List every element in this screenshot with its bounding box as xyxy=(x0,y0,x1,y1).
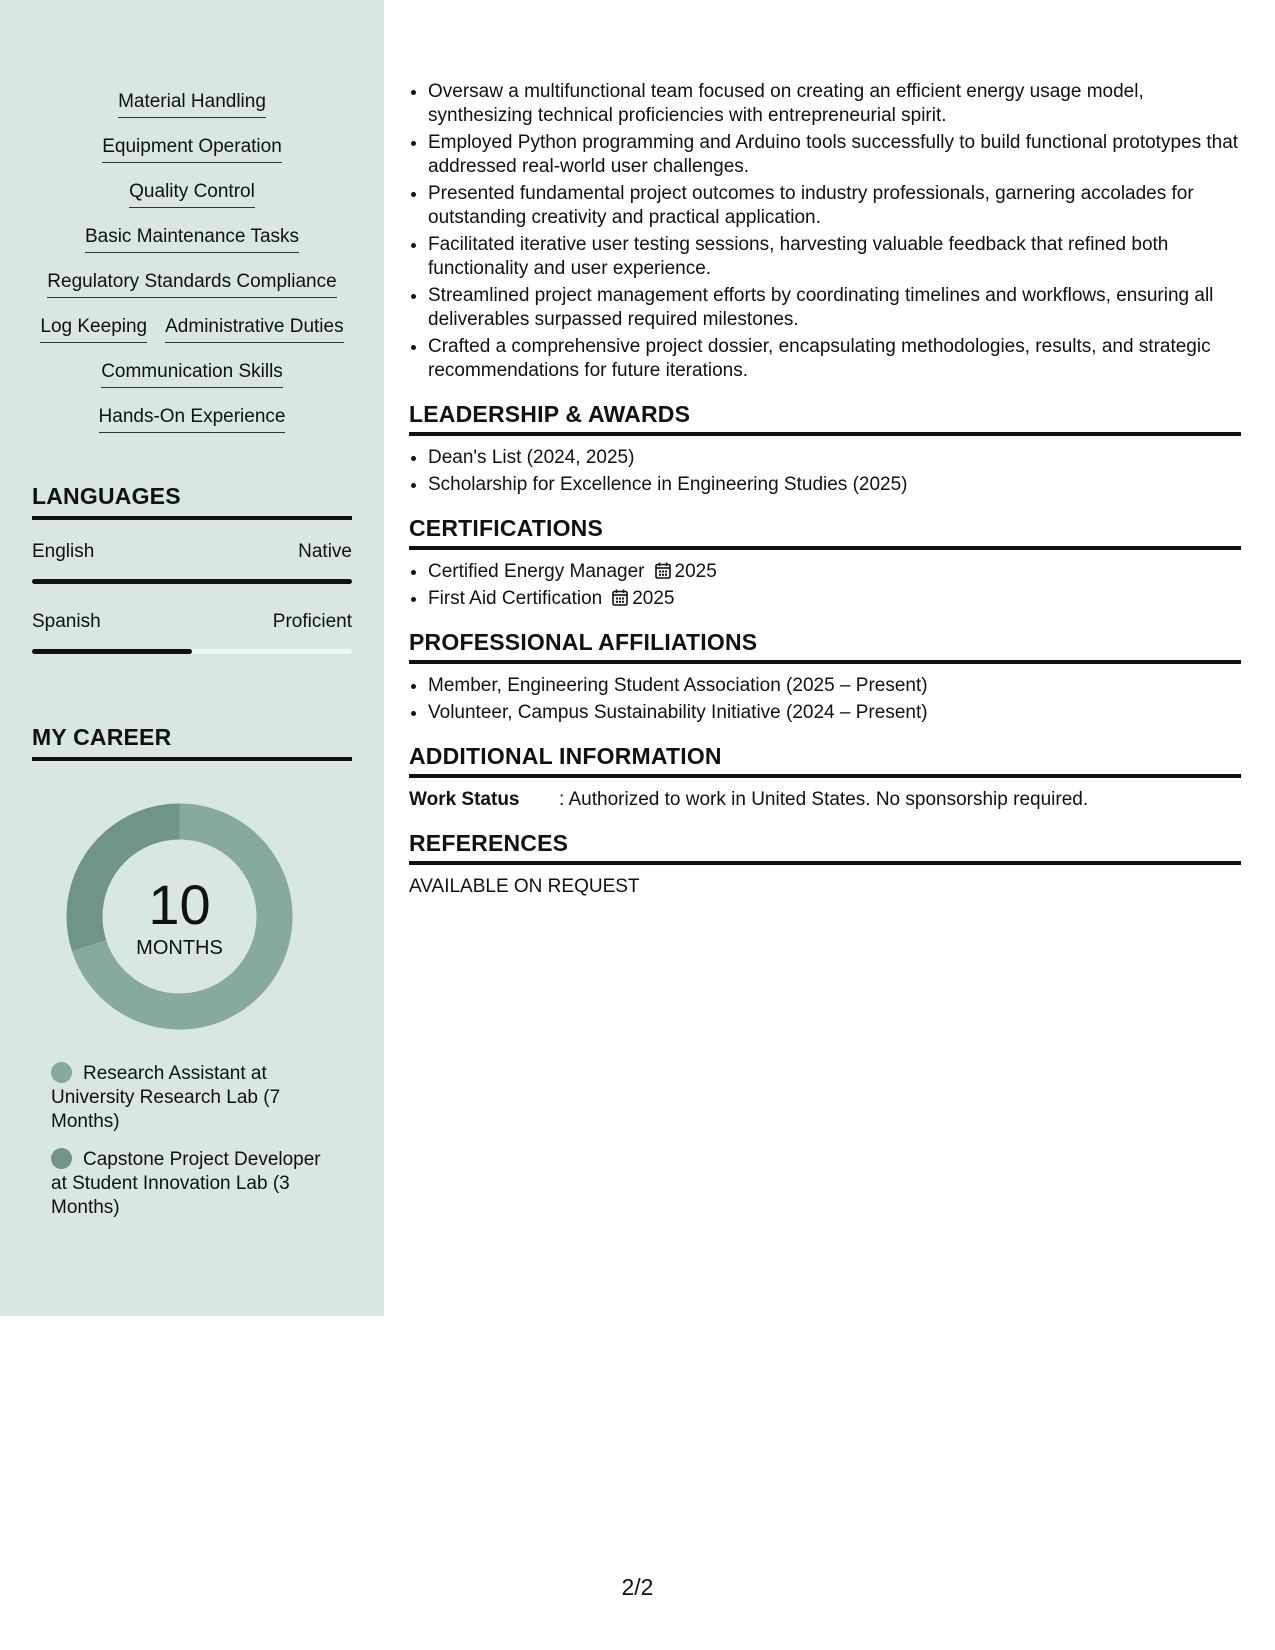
sidebar xyxy=(0,0,384,1316)
certification-year: 2025 xyxy=(632,588,675,609)
experience-bullet: • Streamlined project management efforts by coordinating timelines and workflows, ensuring all deliverables surpassed required milestones. xyxy=(428,284,1241,332)
certification-name: Certified Energy Manager xyxy=(428,561,645,582)
language-name: Spanish xyxy=(32,611,101,632)
skill-item: Basic Maintenance Tasks xyxy=(32,221,352,266)
work-status-value: : Authorized to work in United States. No sponsorship required. xyxy=(559,789,1089,810)
skills-list xyxy=(32,86,352,446)
experience-bullets xyxy=(409,80,1241,383)
skill-item: Equipment Operation xyxy=(32,131,352,176)
leadership-item: • Scholarship for Excellence in Engineering Studies (2025) xyxy=(428,473,1241,497)
affiliations-list xyxy=(409,674,1241,725)
leadership-item: • Dean's List (2024, 2025) xyxy=(428,446,1241,470)
career-heading: MY CAREER xyxy=(32,724,352,761)
experience-bullet: • Employed Python programming and Arduino tools successfully to build functional prototypes that addressed real-world user challenges. xyxy=(428,131,1241,179)
certifications-heading: CERTIFICATIONS xyxy=(409,515,1241,550)
language-bar xyxy=(32,649,352,654)
certifications-list xyxy=(409,560,1241,611)
career-total-unit: MONTHS xyxy=(136,937,223,959)
skill-item: Log Keeping xyxy=(40,311,147,356)
affiliation-item: • Member, Engineering Student Association (2025 – Present) xyxy=(428,674,1241,698)
work-status-label: Work Status xyxy=(409,789,520,810)
language-bar-fill xyxy=(32,649,192,654)
experience-bullet: • Presented fundamental project outcomes to industry professionals, garnering accolades for outstanding creativity and practical application. xyxy=(428,182,1241,230)
certification-item xyxy=(428,560,1241,584)
experience-bullet: • Crafted a comprehensive project dossier, encapsulating methodologies, results, and strategic recommendations for future iterations. xyxy=(428,335,1241,383)
affiliations-heading: PROFESSIONAL AFFILIATIONS xyxy=(409,629,1241,664)
language-english xyxy=(32,541,352,584)
legend-dot-icon xyxy=(51,1062,72,1083)
skill-item: Administrative Duties xyxy=(165,311,343,356)
language-level: Native xyxy=(298,541,352,562)
language-spanish xyxy=(32,611,352,654)
additional-info-heading: ADDITIONAL INFORMATION xyxy=(409,743,1241,778)
skill-item: Hands-On Experience xyxy=(32,401,352,446)
experience-bullet: • Oversaw a multifunctional team focused on creating an efficient energy usage model, synthesizing technical proficiencies with entrepreneurial spirit. xyxy=(428,80,1241,128)
affiliation-item: • Volunteer, Campus Sustainability Initiative (2024 – Present) xyxy=(428,701,1241,725)
skill-item: Regulatory Standards Compliance xyxy=(32,266,352,311)
experience-bullet: • Facilitated iterative user testing sessions, harvesting valuable feedback that refined both functionality and user experience. xyxy=(428,233,1241,281)
calendar-icon xyxy=(655,562,671,579)
language-bar xyxy=(32,579,352,584)
certification-name: First Aid Certification xyxy=(428,588,603,609)
language-name: English xyxy=(32,541,95,562)
skill-item: Communication Skills xyxy=(32,356,352,401)
leadership-list xyxy=(409,446,1241,497)
skill-item: Quality Control xyxy=(32,176,352,221)
skill-item: Material Handling xyxy=(32,86,352,131)
career-donut-chart xyxy=(66,803,293,1030)
certification-year: 2025 xyxy=(674,561,717,582)
legend-dot-icon xyxy=(51,1148,72,1169)
languages-heading: LANGUAGES xyxy=(32,483,352,520)
career-legend xyxy=(51,1062,331,1234)
main-content xyxy=(409,80,1241,899)
calendar-icon xyxy=(612,589,628,606)
references-heading: REFERENCES xyxy=(409,830,1241,865)
career-legend-item: Capstone Project Developer at Student Innovation Lab (3 Months) xyxy=(51,1149,321,1218)
certification-item xyxy=(428,587,1241,611)
career-total-number: 10 xyxy=(148,873,211,936)
references-text: AVAILABLE ON REQUEST xyxy=(409,876,640,897)
career-legend-item: Research Assistant at University Research Lab (7 Months) xyxy=(51,1063,281,1132)
leadership-heading: LEADERSHIP & AWARDS xyxy=(409,401,1241,436)
page-number: 2/2 xyxy=(621,1574,654,1600)
language-bar-fill xyxy=(32,579,352,584)
language-level: Proficient xyxy=(272,611,352,632)
work-status-row xyxy=(409,788,1241,812)
